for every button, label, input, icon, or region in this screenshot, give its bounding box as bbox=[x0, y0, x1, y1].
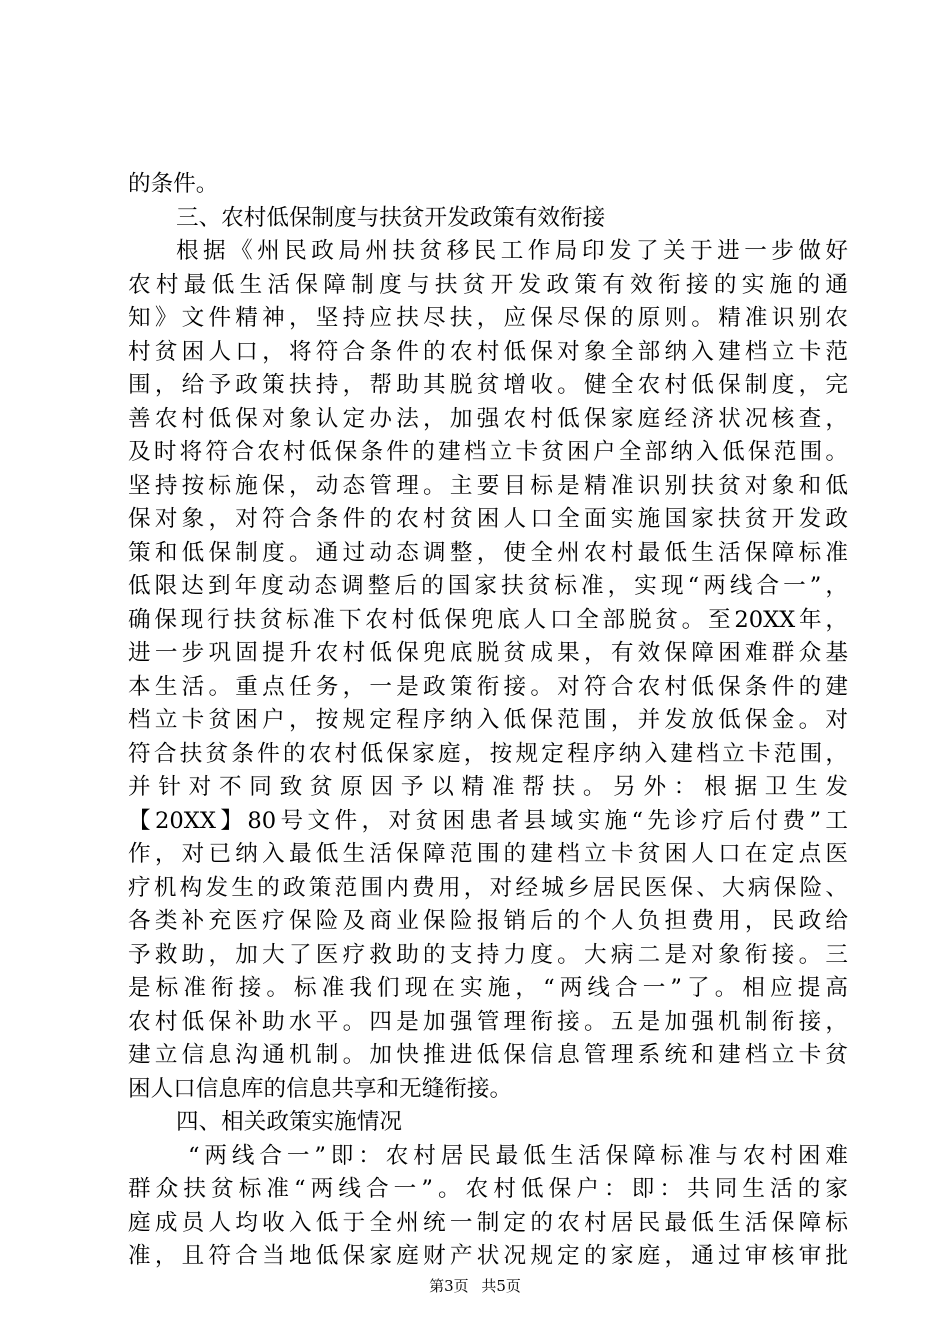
paragraph-line: 农村最低生活保障制度与扶贫开发政策有效衔接的实施的通 bbox=[128, 271, 848, 298]
paragraph-line: 建立信息沟通机制。加快推进低保信息管理系统和建档立卡贫 bbox=[128, 1042, 848, 1068]
paragraph-line: 及时将符合农村低保条件的建档立卡贫困户全部纳入低保范围。 bbox=[128, 439, 848, 465]
page-number-current: 第3页 bbox=[429, 1277, 469, 1295]
paragraph-line: 低限达到年度动态调整后的国家扶贫标准，实现“两线合一”， bbox=[128, 573, 848, 599]
paragraph-line: 疗机构发生的政策范围内费用，对经城乡居民医保、大病保险、 bbox=[128, 874, 848, 901]
paragraph-line: 进一步巩固提升农村低保兜底脱贫成果，有效保障困难群众基 bbox=[128, 640, 848, 666]
paragraph-line: 困人口信息库的信息共享和无缝衔接。 bbox=[128, 1075, 513, 1102]
section-heading: 三、农村低保制度与扶贫开发政策有效衔接 bbox=[176, 204, 606, 231]
paragraph-line: 符合扶贫条件的农村低保家庭，按规定程序纳入建档立卡范围， bbox=[128, 740, 848, 767]
paragraph-line: 根据《州民政局州扶贫移民工作局印发了关于进一步做好 bbox=[176, 238, 848, 264]
paragraph-line: 予救助，加大了医疗救助的支持力度。大病二是对象衔接。三 bbox=[128, 941, 848, 968]
paragraph-line: 农村低保补助水平。四是加强管理衔接。五是加强机制衔接， bbox=[128, 1008, 848, 1035]
paragraph-line: 档立卡贫困户，按规定程序纳入低保范围，并发放低保金。对 bbox=[128, 707, 848, 733]
paragraph-line: “两线合一”即：农村居民最低生活保障标准与农村困难 bbox=[188, 1142, 848, 1169]
paragraph-line: 围，给予政策扶持，帮助其脱贫增收。健全农村低保制度，完 bbox=[128, 372, 848, 398]
paragraph-line: 坚持按标施保，动态管理。主要目标是精准识别扶贫对象和低 bbox=[128, 472, 848, 499]
paragraph-line: 的条件。 bbox=[128, 171, 219, 197]
paragraph-line: 庭成员人均收入低于全州统一制定的农村居民最低生活保障标 bbox=[128, 1209, 848, 1236]
paragraph-line: 保对象，对符合条件的农村贫困人口全面实施国家扶贫开发政 bbox=[128, 506, 848, 532]
page-number-total: 共5页 bbox=[481, 1277, 521, 1295]
document-body bbox=[128, 168, 848, 1274]
section-heading: 四、相关政策实施情况 bbox=[176, 1109, 402, 1135]
paragraph-line: 善农村低保对象认定办法，加强农村低保家庭经济状况核查， bbox=[128, 405, 848, 432]
paragraph-line: 各类补充医疗保险及商业保险报销后的个人负担费用，民政给 bbox=[128, 908, 848, 934]
paragraph-line: 群众扶贫标准“两线合一”。农村低保户：即：共同生活的家 bbox=[128, 1176, 848, 1202]
paragraph-line: 知》文件精神，坚持应扶尽扶，应保尽保的原则。精准识别农 bbox=[128, 305, 848, 331]
paragraph-line: 【20XX】80号文件，对贫困患者县域实施“先诊疗后付费”工 bbox=[128, 807, 848, 834]
paragraph-line: 是标准衔接。标准我们现在实施，“两线合一”了。相应提高 bbox=[128, 975, 848, 1001]
paragraph-line: 准，且符合当地低保家庭财产状况规定的家庭，通过审核审批 bbox=[128, 1243, 848, 1269]
paragraph-line: 本生活。重点任务，一是政策衔接。对符合农村低保条件的建 bbox=[128, 673, 848, 700]
paragraph-line: 确保现行扶贫标准下农村低保兜底人口全部脱贫。至20XX年， bbox=[128, 606, 848, 633]
paragraph-line: 策和低保制度。通过动态调整，使全州农村最低生活保障标准 bbox=[128, 539, 848, 566]
page-footer bbox=[0, 1276, 950, 1296]
paragraph-line: 村贫困人口，将符合条件的农村低保对象全部纳入建档立卡范 bbox=[128, 338, 848, 365]
paragraph-line: 作，对已纳入最低生活保障范围的建档立卡贫困人口在定点医 bbox=[128, 841, 848, 867]
paragraph-line: 并针对不同致贫原因予以精准帮扶。另外：根据卫生发 bbox=[128, 774, 848, 800]
